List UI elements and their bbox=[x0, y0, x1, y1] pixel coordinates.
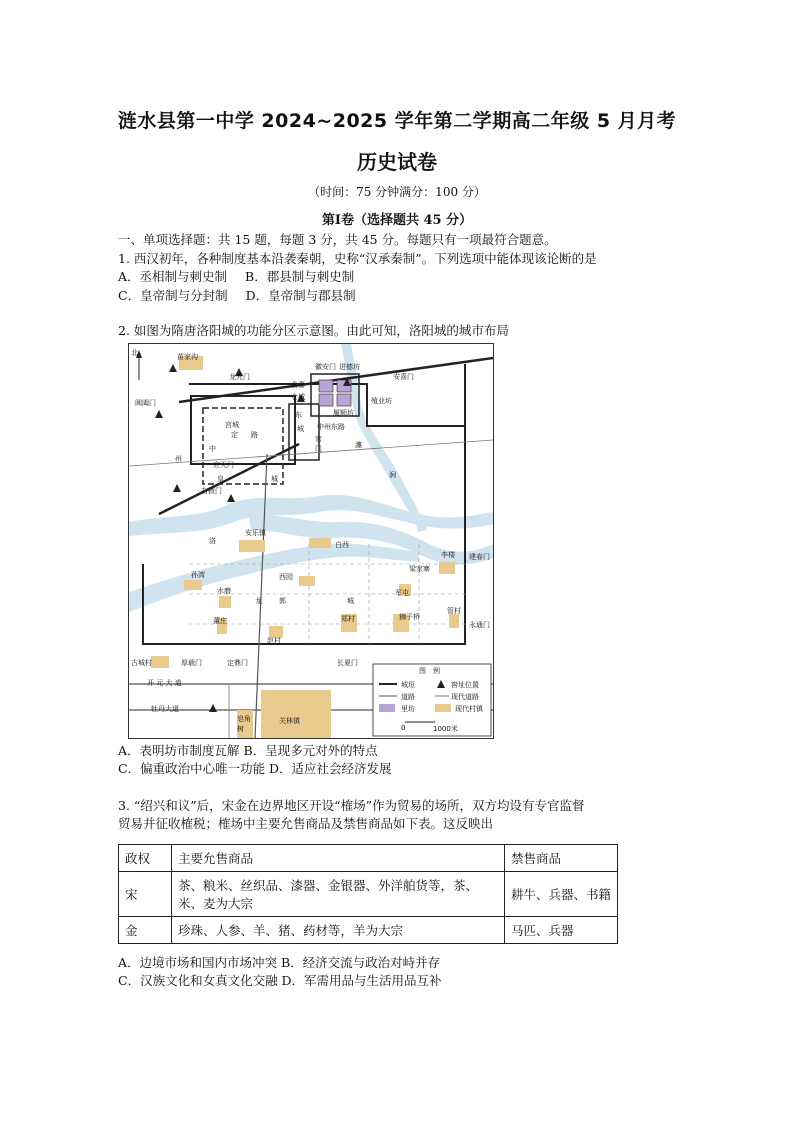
map-label-zhaocun: 赵村 bbox=[267, 637, 281, 645]
kiln-8 bbox=[209, 704, 217, 712]
map-label-liangjiazhai: 梁家寨 bbox=[409, 565, 430, 573]
q3-stem-line1: 3. “绍兴和议”后，宋金在边界地区开设“榷场”作为贸易的场所，双方均设有专官监督 bbox=[118, 798, 585, 813]
kiln-5 bbox=[173, 484, 181, 492]
legend-title: 图 例 bbox=[419, 667, 440, 675]
lifang-3 bbox=[319, 394, 333, 406]
map-label-zhiyefang: 殖业坊 bbox=[371, 397, 392, 405]
legend-lifang-swatch bbox=[379, 704, 395, 712]
map-label-guancun: 管村 bbox=[447, 607, 461, 615]
table-cell: 宋 bbox=[119, 872, 172, 917]
village-3 bbox=[309, 538, 331, 548]
map-label-long: 龙 bbox=[255, 597, 262, 605]
map-label-dingdingmen: 定鼎门 bbox=[227, 659, 248, 667]
lifang-1 bbox=[319, 380, 333, 392]
map-label-ding: 定 bbox=[231, 431, 238, 439]
map-label-jianchunmen: 建春门 bbox=[469, 553, 490, 561]
village-4 bbox=[439, 562, 455, 574]
village-8 bbox=[299, 576, 315, 586]
map-label-shixi: 白西 bbox=[335, 541, 349, 549]
q2-options-cd: C．偏重政治中心唯一功能 D．适应社会经济发展 bbox=[118, 761, 392, 776]
q3-options-cd: C．汉族文化和女真文化交融 D．军需用品与生活用品互补 bbox=[118, 973, 442, 988]
q2-options-ab: A．表明坊市制度瓦解 B．呈现多元对外的特点 bbox=[118, 743, 378, 758]
map-label-chan: 瀍 bbox=[355, 441, 362, 449]
map-label-kaiyuandadao: 开 元 大 道 bbox=[147, 679, 182, 687]
map-label-lizhuang: 李楼 bbox=[441, 551, 455, 559]
map-label-huang: 皇 bbox=[217, 475, 224, 483]
time-info: （时间：75 分钟满分：100 分） bbox=[308, 185, 486, 199]
map-label-xiyuan: 西园 bbox=[279, 573, 293, 581]
map-label-zhengcun: 郑村 bbox=[341, 615, 355, 623]
q1-stem: 1. 西汉初年，各种制度基本沿袭秦朝，史称“汉承秦制”。下列选项中能体现该论断的是 bbox=[118, 251, 597, 266]
q3-stem-line2: 贸易并征收榷税；榷场中主要允售商品及禁售商品如下表。这反映出 bbox=[118, 816, 494, 831]
map-north-label: 北 bbox=[131, 349, 138, 357]
table-cell: 金 bbox=[119, 917, 172, 944]
table-row bbox=[119, 917, 618, 944]
section-title: 第Ⅰ卷（选择题共 45 分） bbox=[321, 213, 473, 228]
village-7 bbox=[219, 596, 231, 608]
map-label-chanmen: 阊阖门 bbox=[135, 399, 156, 407]
map-label-shiziqiao: 狮子桥 bbox=[399, 613, 420, 621]
map-label-xiandemen: 进德坊 bbox=[339, 363, 360, 371]
map-label-anlezhen: 安乐镇 bbox=[245, 529, 266, 537]
map-label-dongzhuang: 董庄 bbox=[213, 617, 227, 625]
map-label-yingtianmen: 应天门 bbox=[213, 461, 234, 469]
table-header-cell: 政权 bbox=[119, 845, 172, 872]
map-label-mudandadao: 牡丹大道 bbox=[151, 705, 179, 713]
section-instruction: 一、单项选择题：共 15 题，每题 3 分，共 45 分。每题只有一项最符合题意。 bbox=[118, 232, 557, 247]
map-label-guanlinzhen: 关林镇 bbox=[279, 717, 300, 725]
map-label-guo: 郭 bbox=[279, 597, 286, 605]
q1-options-ab bbox=[118, 267, 354, 285]
road-zhongzhou bbox=[129, 440, 493, 466]
map-label-miaojiagou: 苗家沟 bbox=[177, 353, 198, 361]
table-header-cell: 主要允售商品 bbox=[172, 845, 505, 872]
kiln-4 bbox=[155, 410, 163, 418]
map-label-youyemen: 右掖门 bbox=[201, 487, 222, 495]
q1-options-cd bbox=[118, 286, 356, 304]
map-label-longguangmen: 龙光门 bbox=[229, 373, 250, 381]
map-label-jinglanfang: 履顺坊 bbox=[333, 409, 354, 417]
village-13 bbox=[449, 614, 459, 628]
q2-stem: 2. 如图为隋唐洛阳城的功能分区示意图。由此可知，洛阳城的城市布局 bbox=[118, 323, 509, 338]
table-row bbox=[119, 872, 618, 917]
legend-modern-road-label: 现代道路 bbox=[451, 693, 479, 701]
table-cell: 马匹、兵器 bbox=[505, 917, 618, 944]
map-label-lu: 路 bbox=[251, 431, 258, 439]
legend-village-label: 现代村镇 bbox=[455, 705, 483, 713]
legend-lifang-label: 里坊 bbox=[401, 705, 415, 713]
luoyang-map-svg bbox=[129, 344, 493, 738]
map-label-hanjia: 含嘉 bbox=[291, 381, 305, 389]
village-14 bbox=[151, 656, 169, 668]
map-label-cheng2: 城 bbox=[271, 475, 278, 483]
legend-kiln-label: 窖址位置 bbox=[451, 681, 479, 689]
village-2 bbox=[239, 540, 265, 552]
kiln-6 bbox=[227, 494, 235, 502]
map-label-zhong: 中 bbox=[209, 445, 216, 453]
map-label-guchengcun: 古城村 bbox=[131, 659, 152, 667]
trade-goods-table bbox=[118, 844, 618, 944]
legend-wall-label: 城垣 bbox=[401, 681, 415, 689]
map-label-zaojiaoshu: 皂角树 bbox=[237, 715, 251, 733]
table-cell: 茶、粮米、丝织品、漆器、金银器、外洋舶货等，茶、米、麦为大宗 bbox=[172, 872, 505, 917]
map-label-cheng3: 城 bbox=[347, 597, 354, 605]
map-label-anximen: 安喜门 bbox=[393, 373, 414, 381]
map-label-houzaimen: 厚载门 bbox=[181, 659, 202, 667]
q1-option-d: D．皇帝制与郡县制 bbox=[245, 288, 356, 303]
map-label-yongtongmen: 永通门 bbox=[469, 621, 490, 629]
q1-option-b: B．郡县制与刺史制 bbox=[245, 269, 355, 284]
table-header-row bbox=[119, 845, 618, 872]
map-label-gongcheng: 宫城 bbox=[225, 421, 239, 429]
table-header-cell: 禁售商品 bbox=[505, 845, 618, 872]
table-cell: 珍珠、人参、羊、猪、药材等，羊为大宗 bbox=[172, 917, 505, 944]
kiln-1 bbox=[169, 364, 177, 372]
map-label-luo: 洛 bbox=[209, 537, 216, 545]
village-6 bbox=[184, 580, 202, 590]
map-label-zhongzhoudonglu: 中州东路 bbox=[317, 423, 345, 431]
map-label-shuimo: 水磨 bbox=[217, 587, 231, 595]
map-label-guan: 官 bbox=[315, 435, 322, 443]
map-label-jian: 涧 bbox=[389, 471, 396, 479]
railway bbox=[179, 358, 493, 402]
q1-option-a: A．丞相制与刺史制 bbox=[118, 269, 228, 284]
subject-title: 历史试卷 bbox=[357, 150, 437, 174]
legend-scale-length: 1000米 bbox=[433, 725, 458, 733]
lifang-4 bbox=[337, 394, 351, 406]
exam-title: 涟水县第一中学 2024~2025 学年第二学期高二年级 5 月月考 bbox=[117, 110, 677, 132]
map-label-men: 门 bbox=[315, 445, 322, 453]
table-cell: 耕牛、兵器、书籍 bbox=[505, 872, 618, 917]
map-label-changxiamen: 长夏门 bbox=[337, 659, 358, 667]
luoyang-map bbox=[128, 343, 494, 739]
legend-village-swatch bbox=[435, 704, 451, 712]
map-label-cheng: 城 bbox=[297, 425, 304, 433]
map-label-dong: 东 bbox=[295, 411, 302, 419]
legend-road-label: 道路 bbox=[401, 693, 415, 701]
legend-scale-zero: 0 bbox=[401, 724, 406, 732]
map-label-sunwan: 孙湾 bbox=[191, 571, 205, 579]
map-label-juntun: 军屯 bbox=[395, 589, 409, 597]
q3-options-ab: A．边境市场和国内市场冲突 B．经济交流与政治对峙并存 bbox=[118, 955, 441, 970]
village-guanlin bbox=[261, 690, 331, 738]
map-label-cangcheng: 仓城 bbox=[291, 393, 305, 401]
map-label-zhou: 州 bbox=[175, 455, 182, 463]
q1-option-c: C．皇帝制与分封制 bbox=[118, 288, 228, 303]
map-label-huijiamen: 徽安门 bbox=[315, 363, 336, 371]
luo-river bbox=[129, 544, 419, 612]
